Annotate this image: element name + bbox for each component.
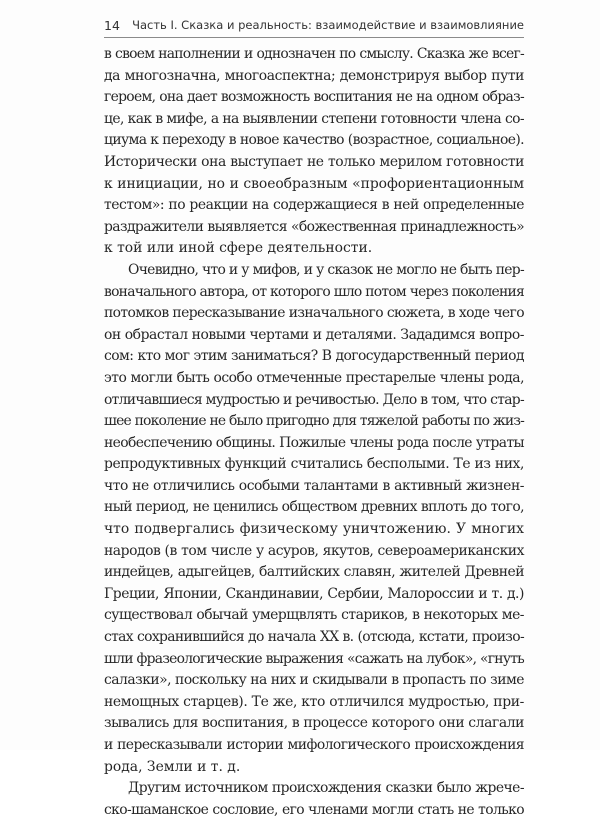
- text-line: что не отличились особыми талантами в активный жизнен-: [104, 477, 524, 494]
- text-line: зывались для воспитания, в процессе которого они слагали: [104, 715, 524, 732]
- text-line: он обрастал новыми чертами и деталями. Зададимся вопро-: [104, 326, 524, 343]
- text-line: да многозначна, многоаспектна; демонстрируя выбор пути: [104, 67, 524, 84]
- text-line: тестом»: по реакции на содержащиеся в ней определенные: [104, 197, 524, 214]
- text-line: це, как в мифе, а на выявлении степени готовности члена со-: [104, 110, 524, 127]
- text-line: рода, Земли и т. д.: [104, 758, 241, 775]
- text-line: к той или иной сфере деятельности.: [104, 240, 373, 257]
- text-line: это могли быть особо отмеченные престарелые члены рода,: [104, 369, 524, 386]
- text-line: шли фразеологические выражения «сажать на лубок», «гнуть: [104, 650, 524, 667]
- text-line: потомков пересказывание изначального сюжета, в ходе чего: [104, 305, 524, 322]
- text-line: индейцев, адыгейцев, балтийских славян, жителей Древней: [104, 564, 524, 581]
- paragraph: [104, 260, 524, 778]
- text-line: салазки», поскольку на них и скидывали в пропасть по зиме: [104, 672, 524, 689]
- paragraph: [104, 44, 524, 260]
- text-line: Другим источником происхождения сказки было жрече-: [128, 780, 524, 797]
- text-line: героем, она дает возможность воспитания не на одном образ-: [104, 89, 524, 106]
- text-line: отличавшиеся мудростью и речивостью. Дело в том, что стар-: [104, 391, 524, 408]
- text-line: воначального автора, от которого шло потом через поколения: [104, 283, 524, 300]
- text-line: народов (в том числе у асуров, якутов, североамериканских: [104, 542, 524, 559]
- text-line: что подвергались физическому уничтожению. У многих: [104, 521, 524, 538]
- text-line: сом: кто мог этим заниматься? В догосударственный период: [104, 348, 524, 365]
- text-line: существовал обычай умерщвлять стариков, в некоторых ме-: [104, 607, 524, 624]
- text-line: циума к переходу в новое качество (возрастное, социальное).: [104, 132, 524, 149]
- body-text: [104, 44, 524, 821]
- text-line: в своем наполнении и однозначен по смыслу. Сказка же всег-: [104, 46, 524, 62]
- text-line: немощных старцев). Те же, кто отличился мудростью, при-: [104, 693, 524, 710]
- text-line: Очевидно, что и у мифов, и у сказок не могло не быть пер-: [128, 261, 524, 278]
- text-line: необеспечению общины. Пожилые члены рода после утраты: [104, 434, 524, 451]
- text-line: Греции, Японии, Скандинавии, Сербии, Малороссии и т. д.): [104, 585, 524, 602]
- running-title: Часть I. Сказка и реальность: взаимодействие и взаимовлияние: [132, 18, 524, 32]
- text-line: раздражители выявляется «божественная принадлежность»: [104, 218, 524, 235]
- text-line: ный период, не ценились обществом древних вплоть до того,: [104, 499, 524, 516]
- text-line: Исторически она выступает не только мерилом готовности: [104, 153, 524, 170]
- header-rule: [104, 37, 524, 38]
- text-line: и пересказывали истории мифологического происхождения: [104, 737, 524, 753]
- text-line: шее поколение не было пригодно для тяжелой работы по жиз-: [104, 413, 524, 430]
- text-line: стах сохранившийся до начала XX в. (отсюда, кстати, произо-: [104, 629, 524, 646]
- text-line: ско-шаманское сословие, его членами могли стать не только: [104, 801, 524, 818]
- text-line: к инициации, но и своеобразным «профориентационным: [104, 175, 524, 192]
- running-head: [104, 14, 524, 36]
- text-line: репродуктивных функций считались бесполыми. Те из них,: [104, 456, 524, 473]
- page-number: 14: [104, 17, 120, 33]
- paragraph: [104, 778, 524, 821]
